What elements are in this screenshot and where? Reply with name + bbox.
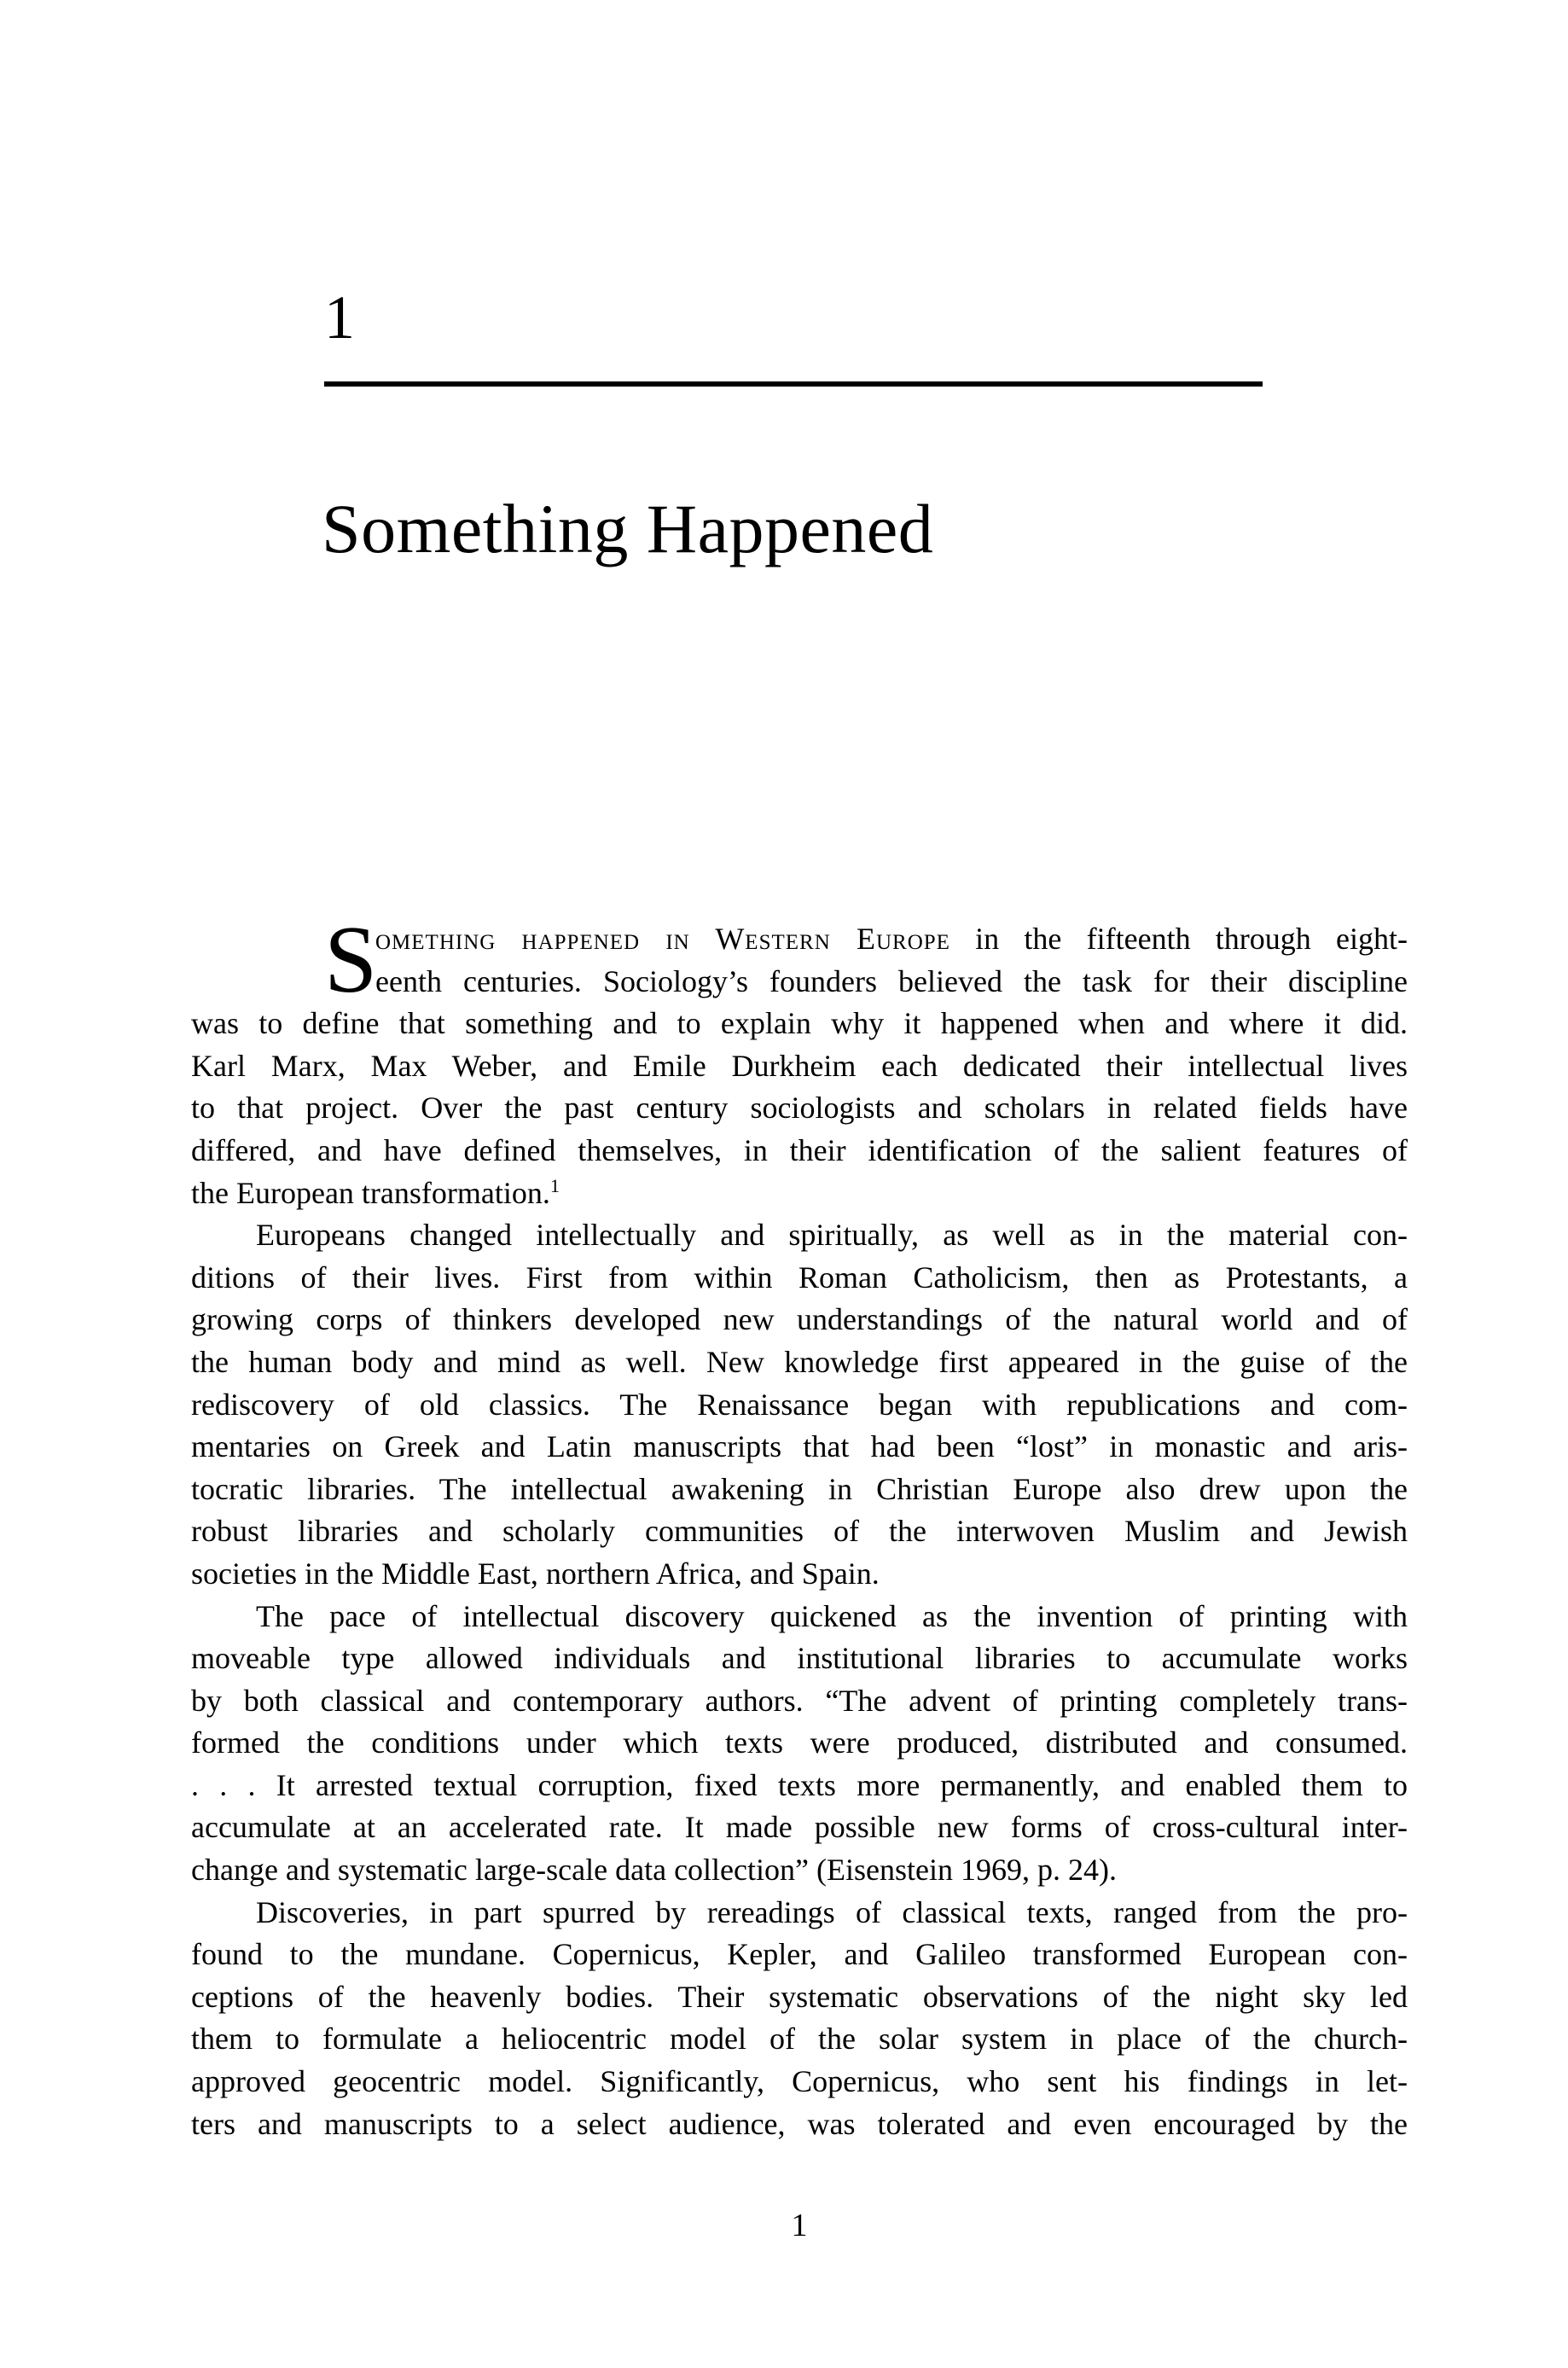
text-line: rediscovery of old classics. The Renaissance began with republications and com- [191,1387,1408,1422]
text-line: moveable type allowed individuals and institutional libraries to accumulate works [191,1641,1408,1676]
text-line: The pace of intellectual discovery quickened as the invention of printing with [256,1598,1408,1633]
chapter-number: 1 [324,283,355,352]
text-line: ters and manuscripts to a select audience, was tolerated and even encouraged by the [191,2106,1408,2141]
text-line: change and systematic large-scale data collection” (Eisenstein 1969, p. 24). [191,1853,1117,1888]
paragraph-1 [191,907,1408,1214]
text-line [191,1172,1408,1215]
chapter-title: Something Happened [322,490,934,567]
text-line: to that project. Over the past century sociologists and scholars in related fields have [191,1091,1408,1126]
text-line: eenth centuries. Sociology’s founders believed the task for their discipline [375,963,1408,998]
text-line: accumulate at an accelerated rate. It made possible new forms of cross-cultural inter- [191,1810,1408,1845]
text-line: formed the conditions under which texts were produced, distributed and consumed. [191,1725,1408,1760]
chapter-rule [324,381,1263,387]
small-caps-text: omething happened in [375,922,716,956]
text-line: by both classical and contemporary authors. “The advent of printing completely trans- [191,1683,1408,1718]
text-line: robust libraries and scholarly communities of the interwoven Muslim and Jewish [191,1514,1408,1549]
paragraph-3 [191,1596,1408,1892]
text-line: them to formulate a heliocentric model of the solar system in place of the church- [191,2022,1408,2057]
text-line: societies in the Middle East, northern Africa, and Spain. [191,1556,880,1591]
page-number: 1 [791,2208,808,2243]
small-caps-text: Western Europe [715,922,950,956]
text-line: approved geocentric model. Significantly, Copernicus, who sent his findings in let- [191,2064,1408,2099]
text-line: was to define that something and to explain why it happened when and where it did. [191,1006,1408,1041]
footnote-ref: 1 [549,1174,560,1196]
text-line: . . . It arrested textual corruption, fixed texts more permanently, and enabled them to [191,1767,1408,1802]
text-line: Karl Marx, Max Weber, and Emile Durkheim each dedicated their intellectual lives [191,1048,1408,1083]
text-line: tocratic libraries. The intellectual awakening in Christian Europe also drew upon the [191,1471,1408,1506]
paragraph-2 [191,1214,1408,1595]
text-line: the human body and mind as well. New knowledge first appeared in the guise of the [191,1344,1408,1379]
paragraph-4 [191,1892,1408,2146]
text-line: growing corps of thinkers developed new understandings of the natural world and of [191,1302,1408,1337]
line-text: the European transformation. [191,1175,550,1210]
text-line: Europeans changed intellectually and spiritually, as well as in the material con- [256,1218,1408,1253]
text-line: differed, and have defined themselves, in their identification of the salient features of [191,1132,1408,1167]
text-line: Discoveries, in part spurred by rereadings of classical texts, ranged from the pro- [256,1894,1408,1929]
text-line: ditions of their lives. First from within Roman Catholicism, then as Protestants, a [191,1260,1408,1295]
text-line: mentaries on Greek and Latin manuscripts that had been “lost” in monastic and aris- [191,1429,1408,1464]
drop-cap: S [324,907,378,1013]
text-line: found to the mundane. Copernicus, Kepler, and Galileo transformed European con- [191,1937,1408,1972]
body-text [191,907,1408,2145]
text-line: ceptions of the heavenly bodies. Their systematic observations of the night sky led [191,1979,1408,2014]
line-text: in the fifteenth through eight- [950,922,1408,956]
